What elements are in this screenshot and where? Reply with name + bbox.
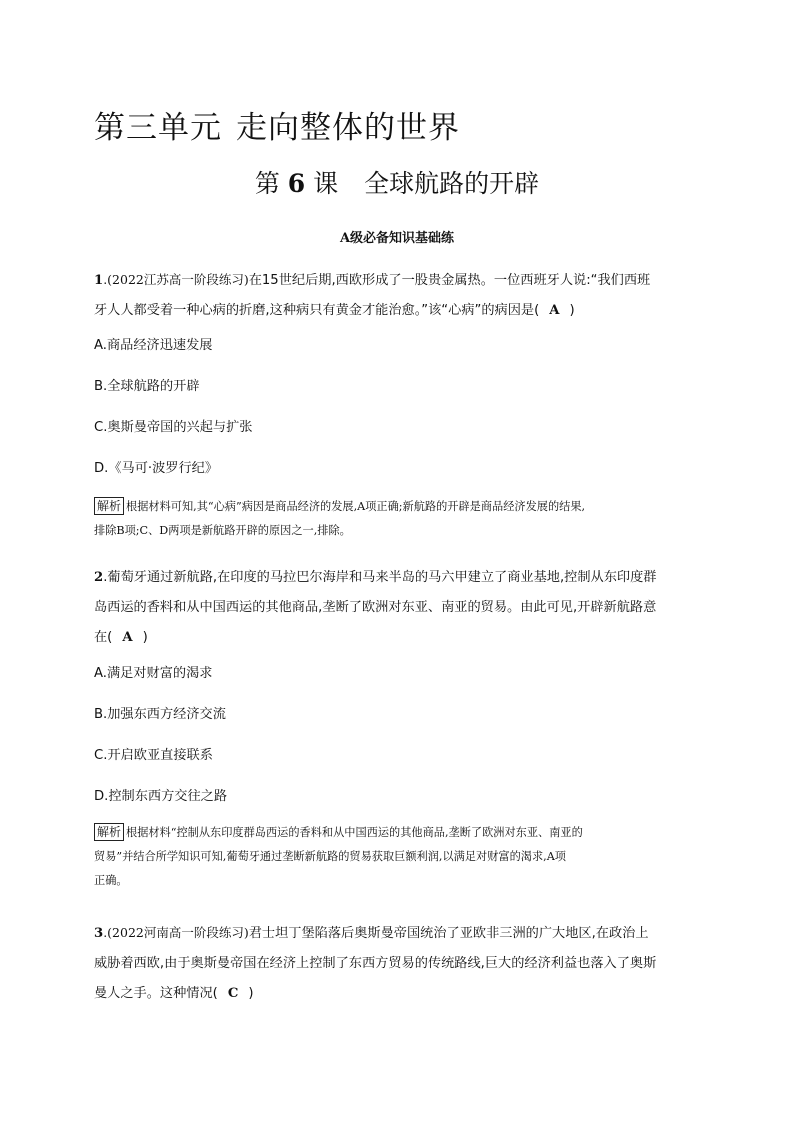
question-number: 1: [94, 273, 104, 288]
explanation-line: 排除B项;C、D两项是新航路开辟的原因之一,排除。: [94, 524, 351, 537]
question-stem-line: 在(: [94, 630, 113, 645]
explanation-line: 贸易”并结合所学知识可知,葡萄牙通过垄断新航路的贸易获取巨额利润,以满足对财富的渴求,A项: [94, 850, 566, 863]
answer-close-paren: ): [569, 303, 575, 318]
lesson-title-prefix: 第: [254, 169, 280, 198]
question-1-explanation: [94, 495, 704, 543]
option-c: C.开启欧亚直接联系: [94, 748, 213, 763]
question-stem-line: 在15世纪后期,西欧形成了一股贵金属热。一位西班牙人说:“我们西班: [248, 273, 651, 288]
question-stem-line: 威胁着西欧,由于奥斯曼帝国在经济上控制了东西方贸易的传统路线,巨大的经济利益也落入了奥斯: [94, 956, 657, 971]
question-source: .(2022江苏高一阶段练习): [103, 272, 249, 287]
unit-title-name: 走向整体的世界: [236, 110, 460, 146]
question-2-stem: [94, 563, 708, 653]
question-source: .(2022河南高一阶段练习): [103, 925, 249, 940]
option-a: A.满足对财富的渴求: [94, 666, 213, 681]
question-stem-line: 曼人之手。这种情况(: [94, 986, 218, 1001]
lesson-number: 6: [287, 169, 306, 198]
section-heading: A级必备知识基础练: [339, 231, 455, 246]
answer-close-paren: ): [248, 986, 254, 1001]
question-stem-line: 君士坦丁堡陷落后奥斯曼帝国统治了亚欧非三洲的广大地区,在政治上: [248, 926, 649, 941]
unit-title: [94, 102, 460, 147]
question-2-explanation: [94, 821, 704, 893]
option-d: D.控制东西方交往之路: [94, 789, 228, 804]
explanation-line: 根据材料“控制从东印度群岛西运的香料和从中国西运的其他商品,垄断了欧洲对东亚、南亚的: [126, 826, 583, 839]
question-1-stem: [94, 265, 708, 326]
lesson-title: [0, 164, 794, 200]
lesson-title-suffix: 课: [313, 169, 339, 198]
option-b: B.加强东西方经济交流: [94, 707, 226, 722]
lesson-name: 全球航路的开辟: [364, 169, 540, 198]
option-b: B.全球航路的开辟: [94, 379, 200, 394]
option-c: C.奥斯曼帝国的兴起与扩张: [94, 420, 253, 435]
unit-title-number: 第三单元: [94, 110, 222, 146]
answer-letter: A: [549, 303, 560, 318]
explanation-tag: 解析: [94, 823, 124, 841]
option-a: A.商品经济迅速发展: [94, 338, 213, 353]
question-number: 2: [94, 570, 104, 585]
question-stem-line: 牙人人都受着一种心病的折磨,这种病只有黄金才能治愈。”该“心病”的病因是(: [94, 303, 540, 318]
question-3-stem: [94, 918, 708, 1009]
answer-letter: A: [122, 630, 133, 645]
explanation-tag: 解析: [94, 497, 124, 515]
answer-close-paren: ): [142, 630, 148, 645]
explanation-line: 根据材料可知,其“心病”病因是商品经济的发展,A项正确;新航路的开辟是商品经济发展的结果,: [126, 500, 586, 513]
explanation-line: 正确。: [94, 874, 128, 887]
option-d: D.《马可·波罗行纪》: [94, 461, 219, 476]
question-number: 3: [94, 926, 104, 941]
question-stem-line: .葡萄牙通过新航路,在印度的马拉巴尔海岸和马来半岛的马六甲建立了商业基地,控制从东印度群: [103, 570, 657, 585]
answer-letter: C: [227, 986, 239, 1001]
question-stem-line: 岛西运的香料和从中国西运的其他商品,垄断了欧洲对东亚、南亚的贸易。由此可见,开辟新航路意: [94, 600, 657, 615]
